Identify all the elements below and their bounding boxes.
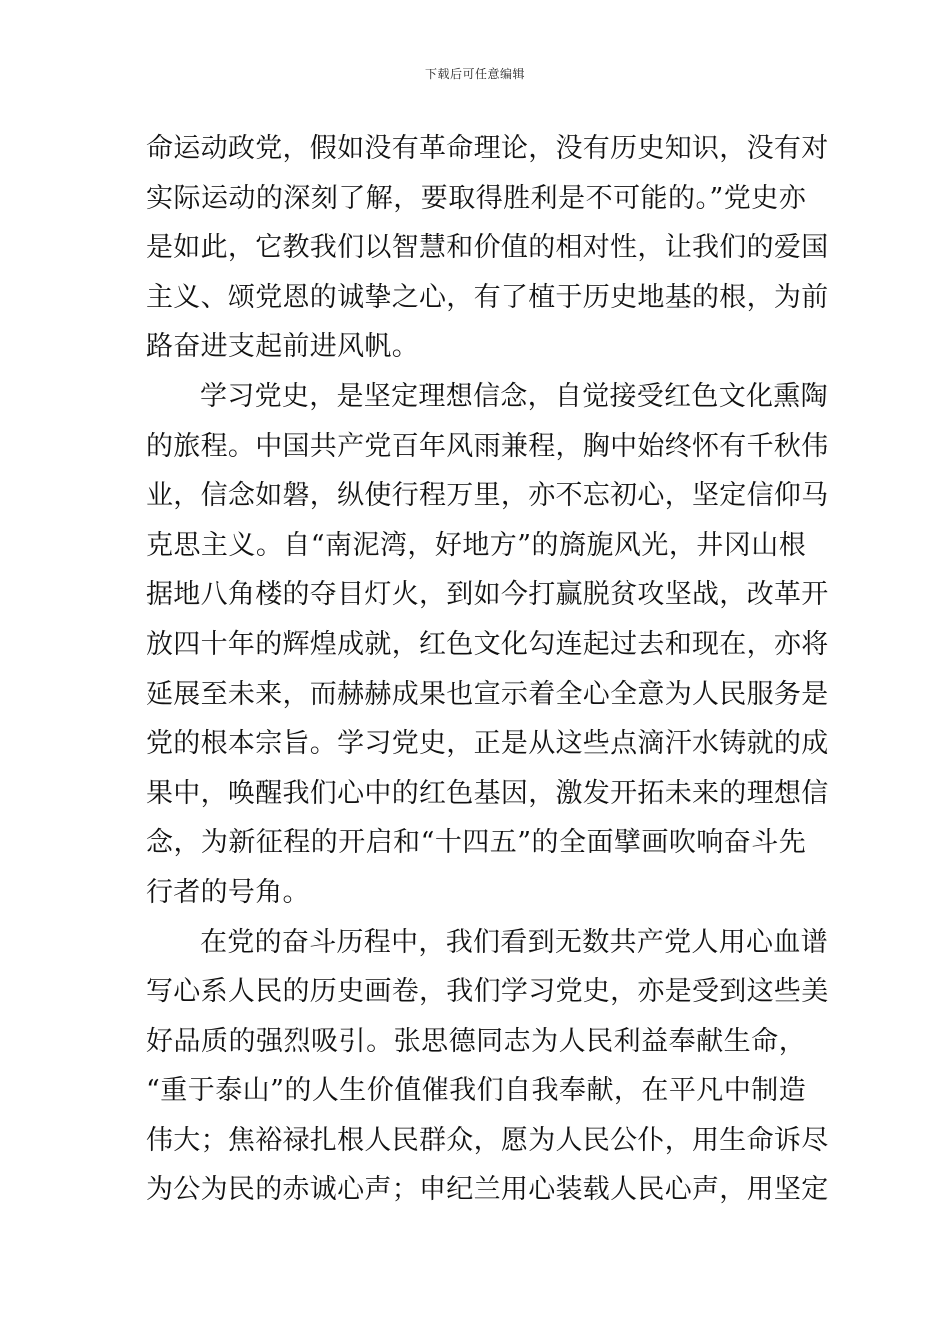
text-line: 路奋进支起前进风帆。 [146, 331, 419, 363]
text-line: 业，信念如磐，纵使行程万里，亦不忘初心，坚定信仰马 [146, 480, 829, 512]
text-line: 放四十年的辉煌成就，红色文化勾连起过去和现在，亦将 [146, 628, 829, 660]
text-line: 是如此，它教我们以智慧和价值的相对性，让我们的爱国 [146, 232, 829, 264]
text-line: 的旅程。中国共产党百年风雨兼程，胸中始终怀有千秋伟 [146, 430, 829, 462]
text-line: 学习党史，是坚定理想信念，自觉接受红色文化熏陶 [200, 380, 828, 412]
text-line: 据地八角楼的夺目灯火，到如今打赢脱贫攻坚战，改革开 [146, 579, 829, 611]
paragraph-1 [146, 124, 829, 372]
text-line: 克思主义。自“南泥湾，好地方”的旖旎风光，井冈山根 [146, 529, 806, 561]
text-line: 好品质的强烈吸引。张思德同志为人民利益奉献生命， [146, 1025, 806, 1057]
text-line: 伟大；焦裕禄扎根人民群众，愿为人民公仆，用生命诉尽 [146, 1124, 829, 1156]
document-body [146, 124, 829, 1215]
page-header: 下载后可任意编辑 [424, 67, 525, 81]
text-line: 党的根本宗旨。学习党史，正是从这些点滴汗水铸就的成 [146, 728, 829, 760]
text-line: 主义、颂党恩的诚挚之心，有了植于历史地基的根，为前 [146, 281, 829, 313]
text-line: 行者的号角。 [146, 876, 310, 908]
text-line: 延展至未来，而赫赫成果也宣示着全心全意为人民服务是 [146, 678, 829, 710]
text-line: 在党的奋斗历程中，我们看到无数共产党人用心血谱 [200, 926, 828, 958]
paragraph-3 [146, 918, 829, 1216]
text-line: “重于泰山”的人生价值催我们自我奉献，在平凡中制造 [146, 1075, 806, 1107]
text-line: 果中，唤醒我们心中的红色基因，激发开拓未来的理想信 [146, 777, 829, 809]
text-line: 实际运动的深刻了解，要取得胜利是不可能的。”党史亦 [146, 182, 806, 214]
text-line: 念，为新征程的开启和“十四五”的全面擘画吹响奋斗先 [146, 827, 806, 859]
text-line: 命运动政党，假如没有革命理论，没有历史知识，没有对 [146, 133, 829, 164]
text-line: 写心系人民的历史画卷，我们学习党史，亦是受到这些美 [146, 976, 829, 1008]
paragraph-2 [146, 372, 829, 918]
text-line: 为公为民的赤诚心声；申纪兰用心装载人民心声，用坚定 [146, 1174, 829, 1206]
